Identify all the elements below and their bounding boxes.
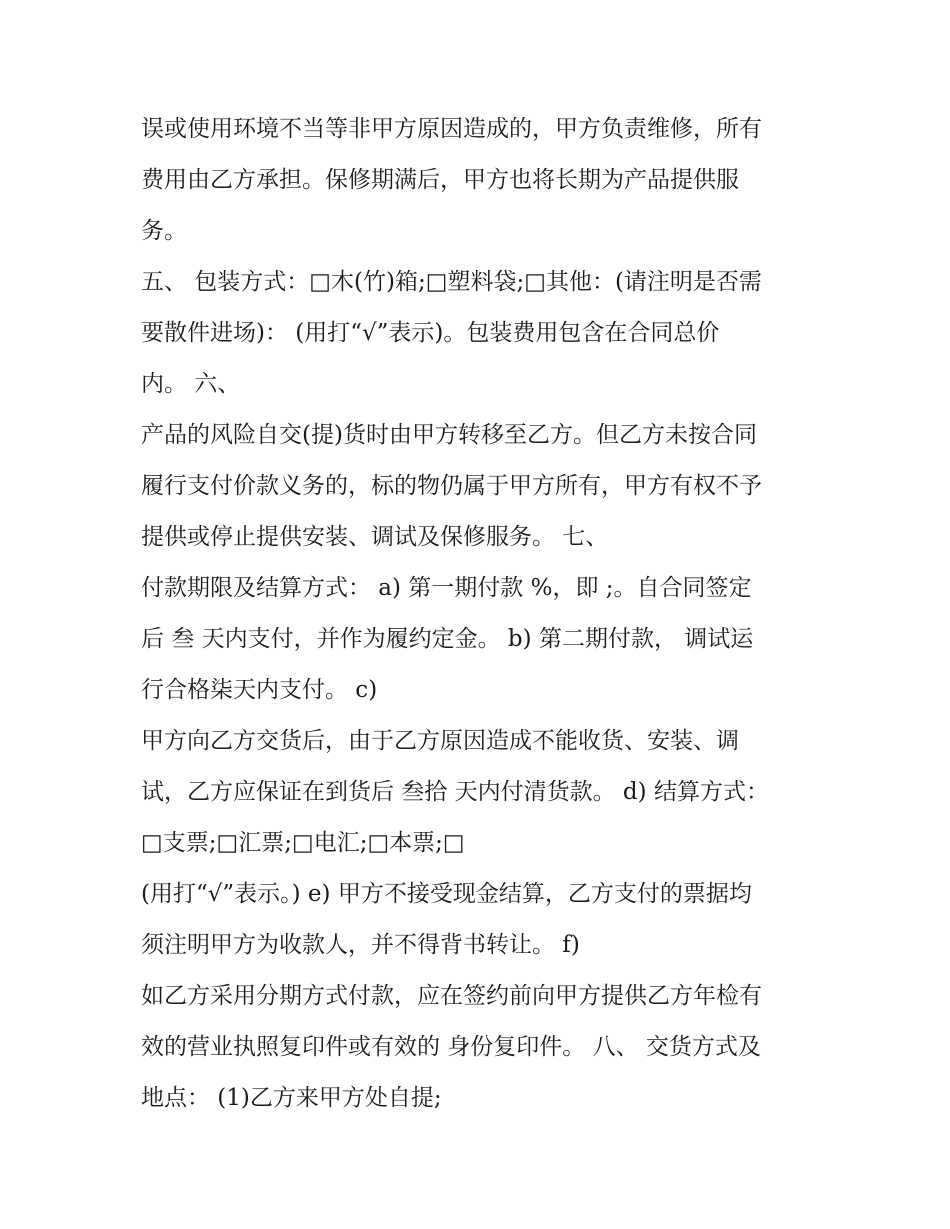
text-line-3: 务。 — [141, 218, 187, 244]
text-line-6: 内。 六、 — [141, 371, 241, 397]
text-line-17: 须注明甲方为收款人，并不得背书转让。 f) — [141, 932, 580, 958]
text-line-12: 行合格柒天内支付。 c) — [141, 677, 378, 703]
text-line-1: 误或使用环境不当等非甲方原因造成的，甲方负责维修，所有 — [141, 116, 762, 142]
text-line-9: 提供或停止提供安装、调试及保修服务。 七、 — [141, 524, 609, 550]
text-line-7: 产品的风险自交(提)货时由甲方转移至乙方。但乙方未按合同 — [141, 422, 757, 448]
text-line-18: 如乙方采用分期方式付款，应在签约前向甲方提供乙方年检有 — [141, 983, 762, 1009]
text-line-16: (用打“√”表示。) e) 甲方不接受现金结算，乙方支付的票据均 — [141, 881, 752, 907]
text-line-13: 甲方向乙方交货后，由于乙方原因造成不能收货、安装、调 — [141, 728, 739, 754]
text-line-10: 付款期限及结算方式： a) 第一期付款 %，即 ;。自合同签定 — [141, 575, 752, 601]
text-line-2: 费用由乙方承担。保修期满后，甲方也将长期为产品提供服 — [141, 167, 739, 193]
text-line-4: 五、 包装方式：□木(竹)箱;□塑料袋;□其他：(请注明是否需 — [141, 269, 762, 295]
contract-text — [141, 104, 831, 1124]
text-line-11: 后 叁 天内支付，并作为履约定金。 b) 第二期付款， 调试运 — [141, 626, 754, 652]
text-line-20: 地点： (1)乙方来甲方处自提; — [141, 1085, 442, 1111]
text-line-8: 履行支付价款义务的，标的物仍属于甲方所有，甲方有权不予 — [141, 473, 762, 499]
text-line-19: 效的营业执照复印件或有效的 身份复印件。 八、 交货方式及 — [141, 1034, 761, 1060]
text-line-15: □支票;□汇票;□电汇;□本票;□ — [141, 830, 465, 856]
text-line-5: 要散件进场)： (用打“√”表示)。包装费用包含在合同总价 — [141, 320, 720, 346]
text-line-14: 试，乙方应保证在到货后 叁拾 天内付清货款。 d) 结算方式： — [141, 779, 769, 805]
